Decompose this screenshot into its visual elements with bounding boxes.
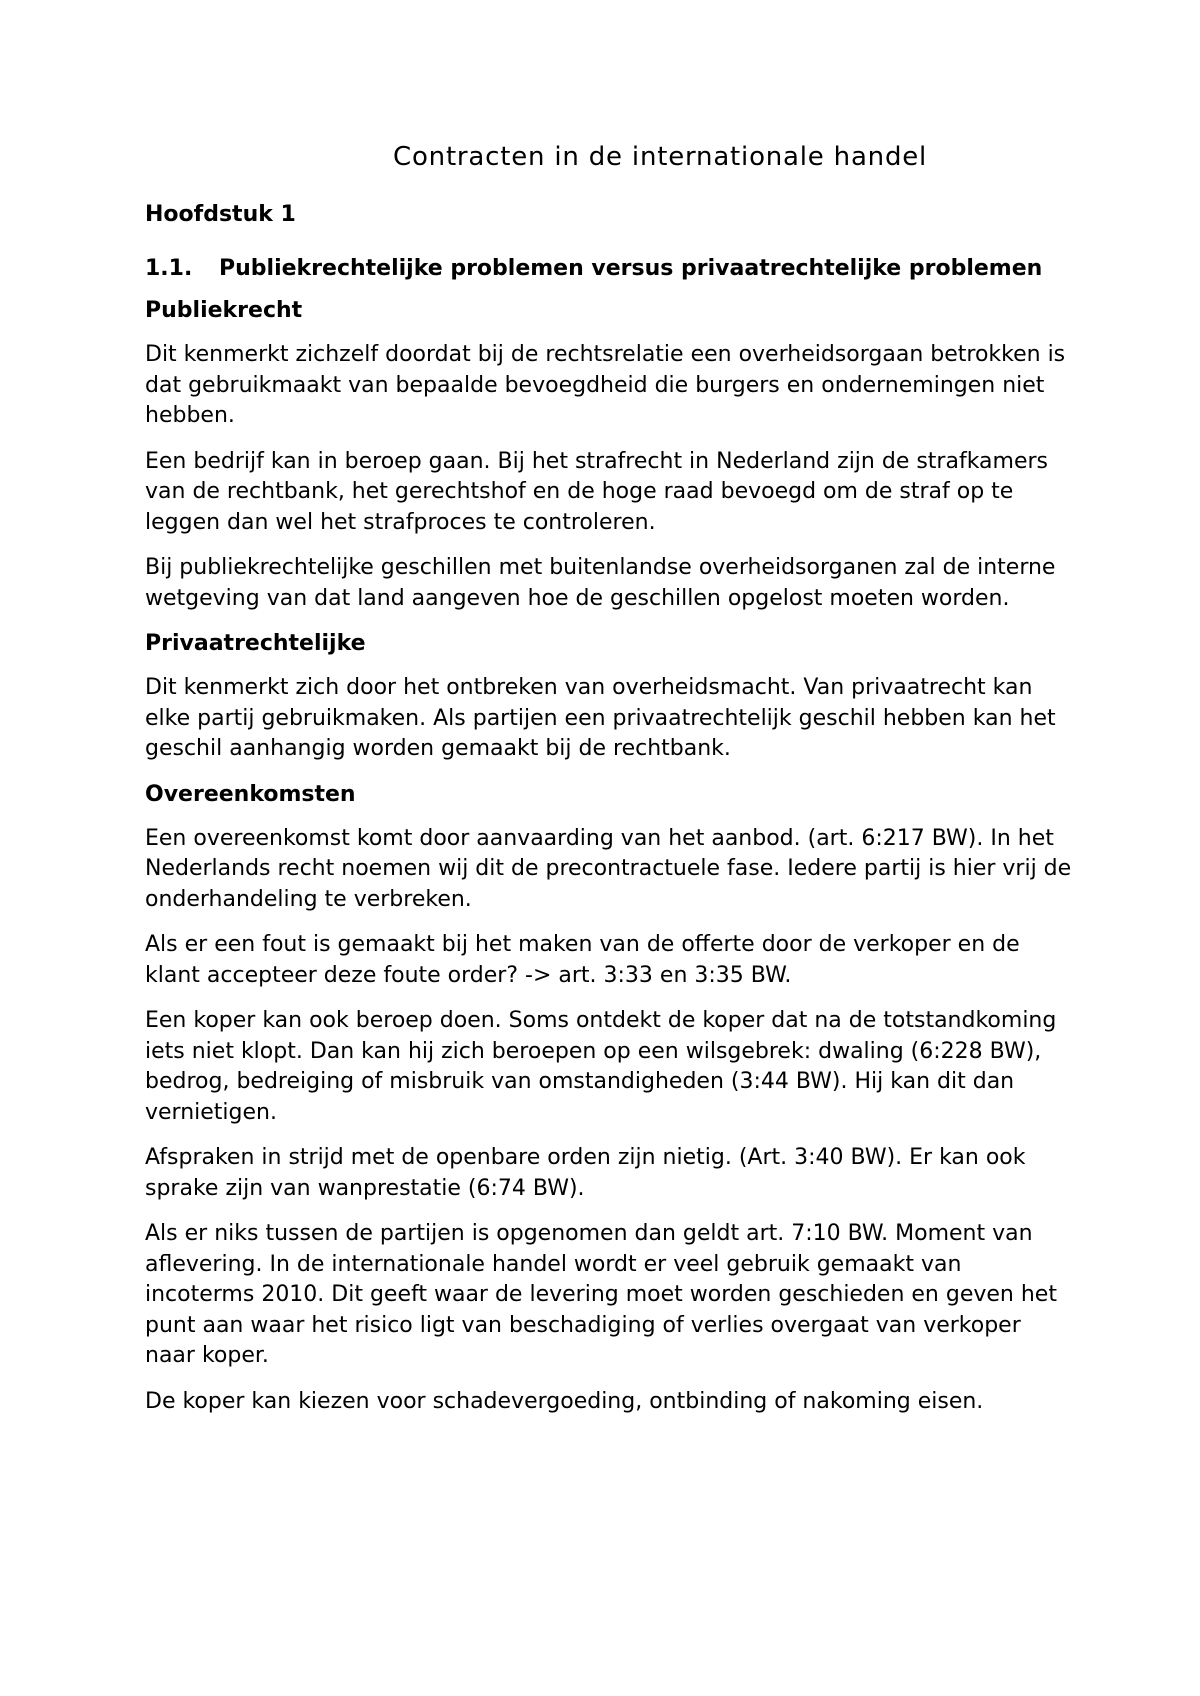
paragraph: Als er niks tussen de partijen is opgenomen dan geldt art. 7:10 BW. Moment van aflevering. In de internationale handel wordt er veel gebruik gemaakt van incoterms 2010. Dit geeft waar de levering moet worden geschieden en geven het punt aan waar het risico ligt van beschadiging of verlies overgaat van verkoper naar koper. <box>145 1221 1057 1368</box>
section-title: Publiekrechtelijke problemen versus privaatrechtelijke problemen <box>219 256 1043 281</box>
paragraph: Afspraken in strijd met de openbare orden zijn nietig. (Art. 3:40 BW). Er kan ook sprake zijn van wanprestatie (6:74 BW). <box>145 1145 1026 1201</box>
paragraph: Dit kenmerkt zichzelf doordat bij de rechtsrelatie een overheidsorgaan betrokken is dat gebruikmaakt van bepaalde bevoegdheid die burgers en ondernemingen niet hebben. <box>145 342 1066 428</box>
section-heading <box>145 254 1075 284</box>
paragraph: Als er een fout is gemaakt bij het maken van de offerte door de verkoper en de klant accepteer deze foute order? -> art. 3:33 en 3:35 BW. <box>145 932 1020 988</box>
subheading-publiekrecht: Publiekrecht <box>145 298 303 323</box>
document-content <box>145 140 1075 1432</box>
paragraph: Bij publiekrechtelijke geschillen met buitenlandse overheidsorganen zal de interne wetgeving van dat land aangeven hoe de geschillen opgelost moeten worden. <box>145 555 1056 611</box>
paragraph: Een koper kan ook beroep doen. Soms ontdekt de koper dat na de totstandkoming iets niet klopt. Dan kan hij zich beroepen op een wilsgebrek: dwaling (6:228 BW), bedrog, bedreiging of misbruik van omstandigheden (3:44 BW). Hij kan dit dan vernietigen. <box>145 1008 1057 1125</box>
subheading-privaatrechtelijke: Privaatrechtelijke <box>145 631 366 656</box>
paragraph: Een bedrijf kan in beroep gaan. Bij het strafrecht in Nederland zijn de strafkamers van de rechtbank, het gerechtshof en de hoge raad bevoegd om de straf op te leggen dan wel het strafproces te controleren. <box>145 448 1049 535</box>
paragraph: De koper kan kiezen voor schadevergoeding, ontbinding of nakoming eisen. <box>145 1388 984 1414</box>
subheading-overeenkomsten: Overeenkomsten <box>145 781 356 807</box>
paragraph: Een overeenkomst komt door aanvaarding van het aanbod. (art. 6:217 BW). In het Nederlands recht noemen wij dit de precontractuele fase. Iedere partij is hier vrij de onderhandeling te verbreken. <box>145 825 1072 912</box>
paragraph: Dit kenmerkt zich door het ontbreken van overheidsmacht. Van privaatrecht kan elke partij gebruikmaken. Als partijen een privaatrechtelijk geschil hebben kan het geschil aanhangig worden gemaakt bij de rechtbank. <box>145 675 1056 761</box>
section-number: 1.1. <box>145 256 193 281</box>
chapter-heading: Hoofdstuk 1 <box>145 202 296 227</box>
document-title: Contracten in de internationale handel <box>393 142 928 172</box>
